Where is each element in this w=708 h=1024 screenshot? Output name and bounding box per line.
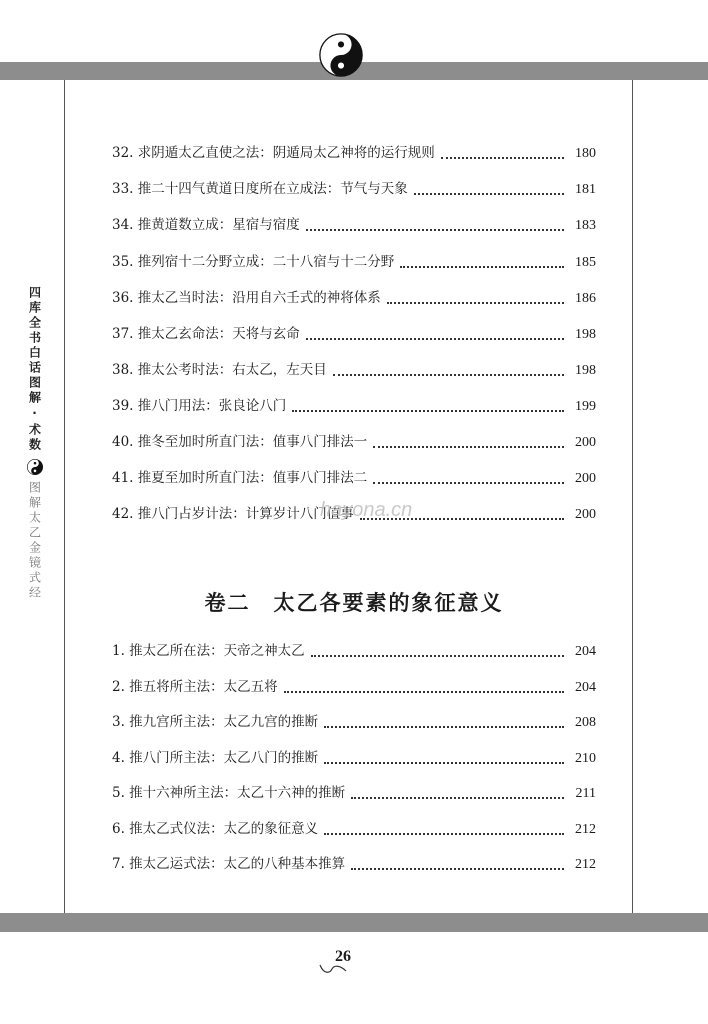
- series-title: 四库全书白话图解·术数: [27, 286, 42, 453]
- toc-entry-label: 39. 推八门用法：张良论八门: [112, 398, 287, 414]
- toc-entry-page: 181: [575, 182, 596, 197]
- toc-entry-page: 198: [575, 327, 596, 342]
- toc-entry-page: 186: [575, 291, 596, 306]
- toc-entry-page: 183: [575, 218, 596, 233]
- toc-entry-label: 2. 推五将所主法：太乙五将: [112, 679, 278, 695]
- toc-entry[interactable]: [112, 675, 596, 699]
- dot-leader: [373, 472, 564, 484]
- bottom-band: [0, 913, 708, 932]
- toc-entry[interactable]: [112, 250, 596, 274]
- swirl-ornament-icon: [318, 961, 348, 975]
- dot-leader: [324, 716, 564, 728]
- toc-entry-label: 36. 推太乙当时法：沿用自六壬式的神将体系: [112, 290, 381, 306]
- toc-entry-page: 204: [575, 680, 596, 695]
- dot-leader: [441, 147, 564, 159]
- toc-entry-page: 212: [575, 857, 596, 872]
- volume-heading: 卷二 太乙各要素的象征意义: [204, 591, 504, 615]
- dot-leader: [414, 183, 564, 195]
- yin-yang-icon: [319, 33, 363, 77]
- toc-entry[interactable]: [112, 817, 596, 841]
- toc-entry-page: 210: [575, 751, 596, 766]
- dot-leader: [311, 645, 564, 657]
- toc-entry-page: 200: [575, 471, 596, 486]
- toc-entry-label: 40. 推冬至加时所直门法：值事八门排法一: [112, 434, 368, 450]
- toc-entry-label: 41. 推夏至加时所直门法：值事八门排法二: [112, 470, 368, 486]
- toc-entry[interactable]: [112, 430, 596, 454]
- toc-entry-label: 32. 求阴遁太乙直使之法：阴遁局太乙神将的运行规则: [112, 145, 435, 161]
- frame-right-rule: [632, 80, 633, 913]
- dot-leader: [400, 256, 564, 268]
- toc-entry-label: 38. 推太公考时法：右太乙，左天目: [112, 362, 327, 378]
- toc-entry[interactable]: [112, 466, 596, 490]
- toc-entry-label: 6. 推太乙式仪法：太乙的象征意义: [112, 821, 319, 837]
- toc-entry-label: 42. 推八门占岁计法：计算岁计八门值事: [112, 506, 354, 522]
- toc-entry[interactable]: [112, 639, 596, 663]
- toc-entry-page: 200: [575, 507, 596, 522]
- toc-entry-label: 37. 推太乙玄命法：天将与玄命: [112, 326, 300, 342]
- toc-entry-label: 1. 推太乙所在法：天帝之神太乙: [112, 643, 305, 659]
- toc-entry-page: 211: [575, 786, 596, 801]
- toc-entry[interactable]: [112, 177, 596, 201]
- toc-entry-label: 34. 推黄道数立成：星宿与宿度: [112, 217, 300, 233]
- dot-leader: [306, 219, 564, 231]
- toc-entry-page: 199: [575, 399, 596, 414]
- toc-entry[interactable]: [112, 394, 596, 418]
- toc-entry[interactable]: [112, 710, 596, 734]
- book-subtitle: 图解太乙金镜式经: [27, 481, 42, 601]
- dot-leader: [351, 858, 564, 870]
- dot-leader: [373, 436, 564, 448]
- toc-entry-label: 5. 推十六神所主法：太乙十六神的推断: [112, 785, 346, 801]
- toc-entry[interactable]: [112, 358, 596, 382]
- watermark: hayona.cn: [320, 499, 413, 521]
- toc-entry[interactable]: [112, 213, 596, 237]
- toc-entry[interactable]: [112, 852, 596, 876]
- toc-entry-label: 3. 推九宫所主法：太乙九宫的推断: [112, 714, 319, 730]
- toc-entry-page: 180: [575, 146, 596, 161]
- dot-leader: [284, 681, 564, 693]
- small-yin-yang-icon: [27, 459, 43, 475]
- toc-entry-page: 204: [575, 644, 596, 659]
- frame-left-rule: [64, 80, 65, 913]
- side-header: [24, 286, 46, 601]
- toc-entry-page: 212: [575, 822, 596, 837]
- dot-leader: [292, 400, 564, 412]
- page-number: 26: [335, 948, 351, 965]
- dot-leader: [351, 787, 564, 799]
- toc-entry-page: 200: [575, 435, 596, 450]
- toc-entry-page: 185: [575, 255, 596, 270]
- toc-entry-label: 4. 推八门所主法：太乙八门的推断: [112, 750, 319, 766]
- toc-entry[interactable]: [112, 286, 596, 310]
- toc-entry-label: 7. 推太乙运式法：太乙的八种基本推算: [112, 856, 346, 872]
- dot-leader: [333, 364, 564, 376]
- toc-entry[interactable]: [112, 746, 596, 770]
- dot-leader: [324, 823, 564, 835]
- toc-entry-page: 198: [575, 363, 596, 378]
- dot-leader: [387, 292, 564, 304]
- toc-entry-label: 35. 推列宿十二分野立成：二十八宿与十二分野: [112, 254, 395, 270]
- toc-entry-page: 208: [575, 715, 596, 730]
- toc-entry[interactable]: [112, 141, 596, 165]
- dot-leader: [324, 752, 564, 764]
- toc-entry[interactable]: [112, 322, 596, 346]
- dot-leader: [306, 328, 564, 340]
- toc-entry[interactable]: [112, 781, 596, 805]
- toc-entry-label: 33. 推二十四气黄道日度所在立成法：节气与天象: [112, 181, 408, 197]
